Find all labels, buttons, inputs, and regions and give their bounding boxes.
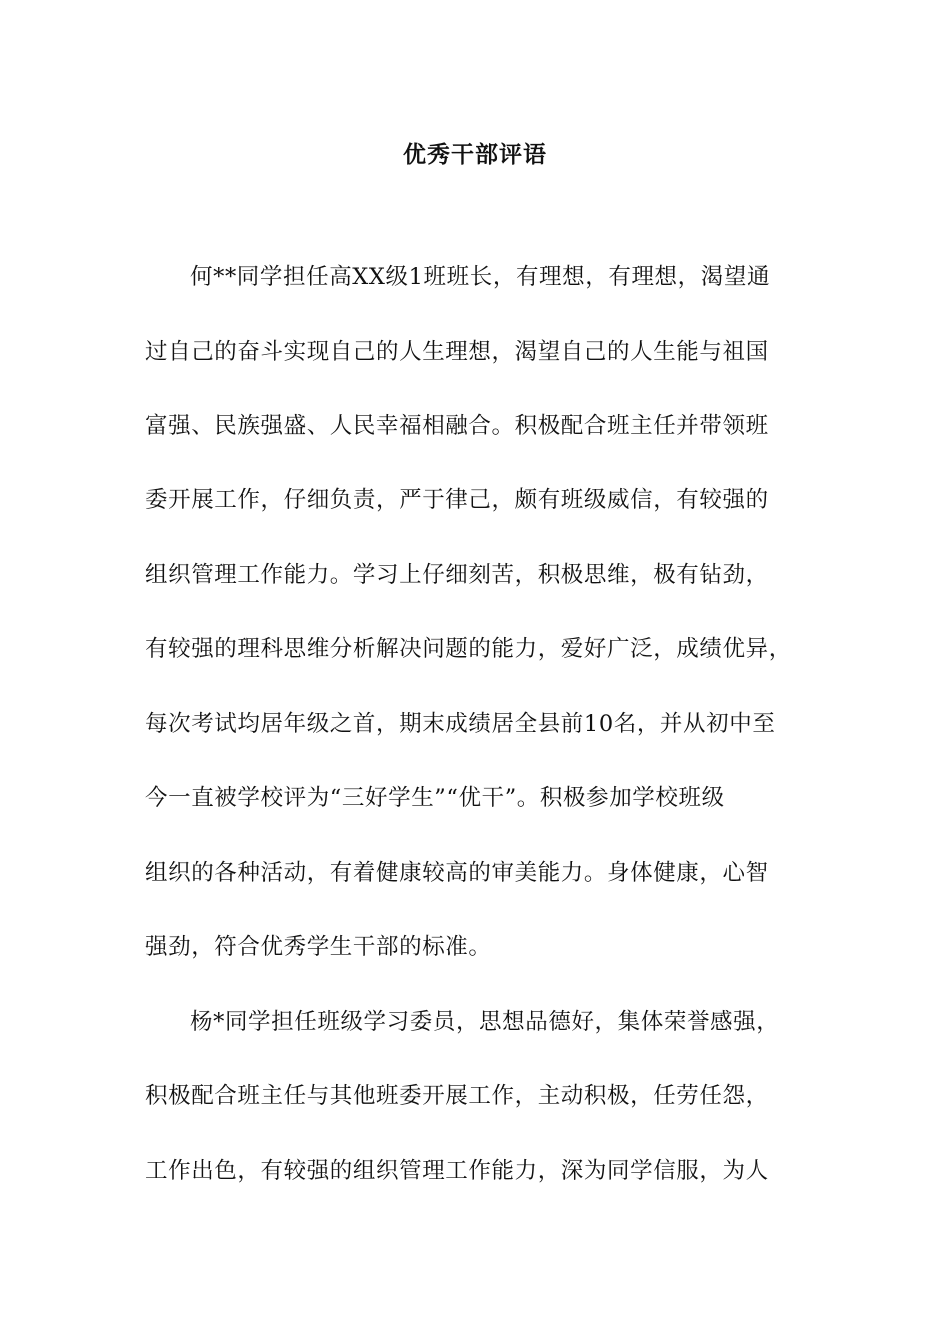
paragraph-1-line-6: 有较强的理科思维分析解决问题的能力，爱好广泛，成绩优异， (145, 636, 792, 662)
paragraph-2-line-1: 杨*同学担任班级学习委员，思想品德好，集体荣誉感强， (190, 1009, 780, 1035)
paragraph-1-line-3: 富强、民族强盛、人民幸福相融合。积极配合班主任并带领班 (145, 413, 769, 439)
paragraph-1-line-9: 组织的各种活动，有着健康较高的审美能力。身体健康，心智 (145, 860, 769, 886)
paragraph-1-line-1: 何**同学担任高XX级1班班长，有理想，有理想，渴望通 (190, 264, 771, 290)
paragraph-1-line-8: 今一直被学校评为“三好学生”“优干”。积极参加学校班级 (145, 785, 725, 811)
paragraph-2-line-3: 工作出色，有较强的组织管理工作能力，深为同学信服，为人 (145, 1158, 769, 1184)
paragraph-1-line-4: 委开展工作，仔细负责，严于律己，颇有班级威信，有较强的 (145, 487, 769, 513)
paragraph-1-line-10: 强劲，符合优秀学生干部的标准。 (145, 934, 492, 960)
paragraph-2-line-2: 积极配合班主任与其他班委开展工作，主动积极，任劳任怨， (145, 1083, 769, 1109)
paragraph-1-line-5: 组织管理工作能力。学习上仔细刻苦，积极思维，极有钻劲， (145, 562, 769, 588)
paragraph-1-line-7: 每次考试均居年级之首，期末成绩居全县前10名，并从初中至 (145, 711, 776, 737)
document-title: 优秀干部评语 (403, 141, 547, 168)
paragraph-1-line-2: 过自己的奋斗实现自己的人生理想，渴望自己的人生能与祖国 (145, 339, 769, 365)
